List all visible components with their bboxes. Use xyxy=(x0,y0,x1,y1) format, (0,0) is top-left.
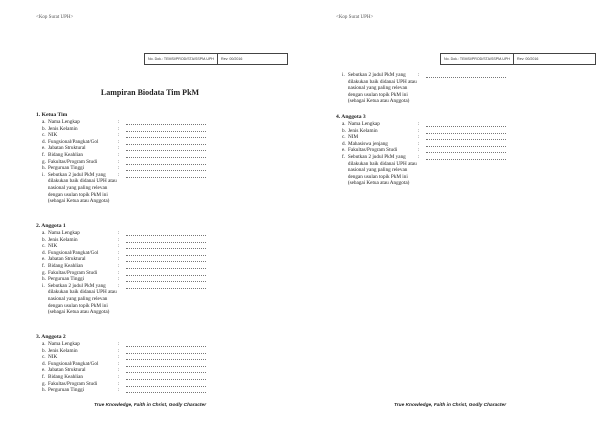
form-row: a. Nama Lengkap : xyxy=(36,341,286,348)
fill-line[interactable] xyxy=(426,147,506,153)
fill-line[interactable] xyxy=(126,132,206,138)
form-row: i. Sebutkan 2 judul PkM yang dilakukan baik didanai UPH atau nasional yang paling relevan dengan usulan topik PkM ini (sebagai Ketua atau Anggota) : xyxy=(36,283,286,316)
field-label: Nama Lengkap xyxy=(48,341,80,347)
fill-line[interactable] xyxy=(126,387,206,393)
field-label: Bidang Keahlian xyxy=(48,373,84,380)
section-anggota-1 xyxy=(36,223,286,316)
field-label: Fungsional/Pangkat/Gol xyxy=(48,360,99,367)
field-label: NIM xyxy=(348,134,359,141)
form-row: h. Perguruan Tinggi : xyxy=(36,276,286,283)
field-label: Perguruan Tinggi xyxy=(48,165,85,172)
document-number: No. Dok.: TEMSI/PROD/STA/SSPM-UPH xyxy=(148,57,214,61)
fill-line[interactable] xyxy=(126,139,206,145)
fill-line[interactable] xyxy=(126,270,206,276)
form-row: d. Mahasiswa jenjang : xyxy=(336,141,586,148)
fill-line[interactable] xyxy=(426,154,506,160)
field-label: Jabatan Struktural xyxy=(48,256,86,263)
form-row: b. Jenis Kelamin : xyxy=(36,237,286,244)
form-row: i. Sebutkan 2 judul PkM yang dilakukan baik didanai UPH atau nasional yang paling relevan dengan usulan topik PkM ini (sebagai Ketua atau Anggota) : xyxy=(36,172,286,205)
field-label: Nama Lengkap xyxy=(348,121,380,127)
section-anggota-3 xyxy=(336,114,586,187)
fill-line[interactable] xyxy=(126,152,206,158)
form-row: d. Fungsional/Pangkat/Gol : xyxy=(36,250,286,257)
fill-line[interactable] xyxy=(126,374,206,380)
footer-motto: True Knowledge, Faith in Christ, Godly Character xyxy=(93,403,207,408)
fill-line[interactable] xyxy=(126,256,206,262)
field-label: Jenis Kelamin xyxy=(48,236,78,243)
section-heading: 4. Anggota 3 xyxy=(336,114,366,120)
fill-line[interactable] xyxy=(426,134,506,140)
letterhead-placeholder: <Kop Surat UPH> xyxy=(36,15,74,20)
fill-line[interactable] xyxy=(126,381,206,387)
form-row: e. Fakultas/Program Studi : xyxy=(336,147,586,154)
document-number: No. Dok.: TEMSI/PROD/STA/SSPM-UPH xyxy=(444,57,510,61)
fill-line[interactable] xyxy=(426,121,506,127)
page-title: Lampiran Biodata Tim PkM xyxy=(100,88,200,97)
field-label: Perguruan Tinggi xyxy=(48,276,85,283)
field-label: Fungsional/Pangkat/Gol xyxy=(48,249,99,256)
revision-number: Rev: 00/2016 xyxy=(217,54,245,64)
field-label: Fakultas/Program Studi xyxy=(48,380,98,387)
fill-line[interactable] xyxy=(126,348,206,354)
fill-line[interactable] xyxy=(126,237,206,243)
field-label: Jabatan Struktural xyxy=(48,367,86,374)
fill-line[interactable] xyxy=(126,341,206,347)
section-heading: 2. Anggota 1 xyxy=(36,223,66,229)
fill-line[interactable] xyxy=(126,367,206,373)
field-label: Bidang Keahlian xyxy=(48,151,84,158)
form-row: g. Fakultas/Program Studi : xyxy=(36,159,286,166)
section-anggota-2 xyxy=(36,334,286,394)
letterhead-placeholder: <Kop Surat UPH> xyxy=(336,15,374,20)
form-row: e. Jabatan Struktural : xyxy=(36,256,286,263)
form-row: h. Perguruan Tinggi : xyxy=(36,165,286,172)
field-label: Sebutkan 2 judul PkM yang dilakukan baik didanai UPH atau nasional yang paling relevan dengan usulan topik PkM ini (sebagai Ketua atau Anggota) xyxy=(347,72,417,105)
field-label: Jabatan Struktural xyxy=(48,145,86,152)
form-row: d. Fungsional/Pangkat/Gol : xyxy=(36,139,286,146)
form-row: i. Sebutkan 2 judul PkM yang dilakukan baik didanai UPH atau nasional yang paling relevan dengan usulan topik PkM ini (sebagai Ketua atau Anggota) : xyxy=(336,72,586,105)
form-row: f. Sebutkan 2 judul PkM yang dilakukan baik didanai UPH atau nasional yang paling relevan dengan usulan topik PkM ini (sebagai Ketua atau Anggota) : xyxy=(336,154,586,187)
document-info-box xyxy=(144,53,288,65)
form-row: a. Nama Lengkap : xyxy=(36,119,286,126)
form-row: c. NIM : xyxy=(336,134,586,141)
field-label: Sebutkan 2 judul PkM yang dilakukan baik didanai UPH atau nasional yang paling relevan dengan usulan topik PkM ini (sebagai Ketua atau Anggota) xyxy=(47,282,117,316)
section-heading: 3. Anggota 2 xyxy=(36,334,66,340)
field-label: Mahasiswa jenjang xyxy=(348,140,388,147)
field-label: NIK xyxy=(48,354,58,361)
form-row: f. Bidang Keahlian : xyxy=(36,152,286,159)
field-label: Jenis Kelamin xyxy=(48,347,78,354)
field-label: Fakultas/Program Studi xyxy=(48,269,98,276)
section-ketua-tim xyxy=(36,112,286,205)
field-label: Perguruan Tinggi xyxy=(48,387,85,394)
fill-line[interactable] xyxy=(126,361,206,367)
form-row: e. Jabatan Struktural : xyxy=(36,145,286,152)
field-label: Jenis Kelamin xyxy=(348,127,378,134)
form-row: g. Fakultas/Program Studi : xyxy=(36,381,286,388)
form-row: b. Jenis Kelamin : xyxy=(336,128,586,135)
field-label: Sebutkan 2 judul PkM yang dilakukan baik didanai UPH atau nasional yang paling relevan dengan usulan topik PkM ini (sebagai Ketua atau Anggota) xyxy=(347,153,417,187)
form-row: c. NIK : xyxy=(36,132,286,139)
form-row: h. Perguruan Tinggi : xyxy=(36,387,286,394)
field-label: Fungsional/Pangkat/Gol xyxy=(48,138,99,145)
form-row: b. Jenis Kelamin : xyxy=(36,126,286,133)
field-label: NIK xyxy=(48,243,58,250)
section-heading: 1. Ketua Tim xyxy=(36,112,68,118)
fill-line[interactable] xyxy=(126,165,206,171)
revision-number: Rev: 00/2016 xyxy=(513,54,541,64)
form-row: f. Bidang Keahlian : xyxy=(36,263,286,270)
document-info-box xyxy=(440,53,596,65)
form-row: f. Bidang Keahlian : xyxy=(36,374,286,381)
form-row: c. NIK : xyxy=(36,354,286,361)
field-label: Sebutkan 2 judul PkM yang dilakukan baik didanai UPH atau nasional yang paling relevan dengan usulan topik PkM ini (sebagai Ketua atau Anggota) xyxy=(47,171,117,205)
fill-line[interactable] xyxy=(426,72,506,78)
field-label: Bidang Keahlian xyxy=(48,262,84,269)
page-right xyxy=(300,0,600,424)
fill-line[interactable] xyxy=(426,128,506,134)
fill-line[interactable] xyxy=(126,172,206,178)
fill-line[interactable] xyxy=(126,276,206,282)
form-row: a. Nama Lengkap : xyxy=(336,121,586,128)
form-row: e. Jabatan Struktural : xyxy=(36,367,286,374)
field-label: Nama Lengkap xyxy=(48,119,80,125)
fill-line[interactable] xyxy=(126,250,206,256)
fill-line[interactable] xyxy=(126,145,206,151)
fill-line[interactable] xyxy=(126,159,206,165)
form-row: c. NIK : xyxy=(36,243,286,250)
fill-line[interactable] xyxy=(126,354,206,360)
field-label: Jenis Kelamin xyxy=(48,125,78,132)
section-anggota-2-continued xyxy=(336,72,586,105)
fill-line[interactable] xyxy=(126,243,206,249)
form-row: g. Fakultas/Program Studi : xyxy=(36,270,286,277)
form-row: d. Fungsional/Pangkat/Gol : xyxy=(36,361,286,368)
field-label: NIK xyxy=(48,132,58,139)
fill-line[interactable] xyxy=(126,126,206,132)
fill-line[interactable] xyxy=(126,283,206,289)
fill-line[interactable] xyxy=(126,119,206,125)
fill-line[interactable] xyxy=(426,141,506,147)
field-label: Nama Lengkap xyxy=(48,230,80,236)
fill-line[interactable] xyxy=(126,263,206,269)
field-label: Fakultas/Program Studi xyxy=(348,147,398,154)
fill-line[interactable] xyxy=(126,230,206,236)
footer-motto: True Knowledge, Faith in Christ, Godly Character xyxy=(393,403,507,408)
field-label: Fakultas/Program Studi xyxy=(48,158,98,165)
form-row: b. Jenis Kelamin : xyxy=(36,348,286,355)
form-row: a. Nama Lengkap : xyxy=(36,230,286,237)
